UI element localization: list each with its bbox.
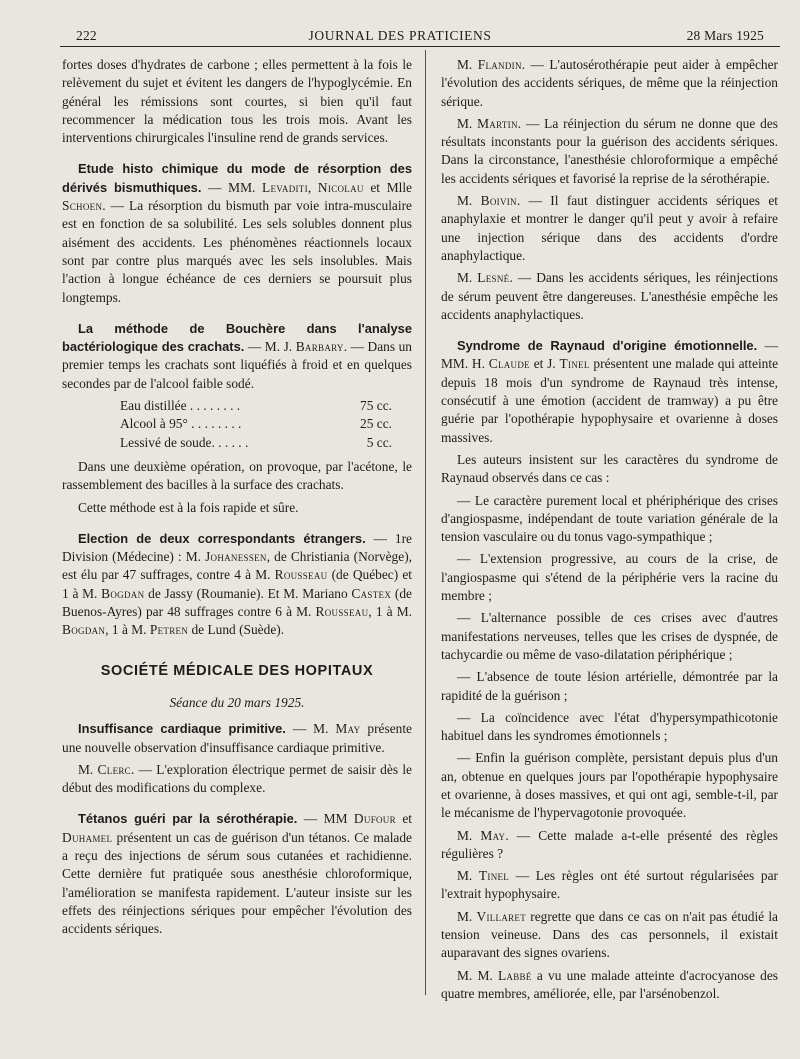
- election-article: Election de deux correspondants étrangers. — 1re Division (Médecine) : M. Johanessen, de Christiania (Norvège), est élu par 47 suffrages, contre 4 à M. Rousseau (de Québec) et 1 à M. Bogdan de Jassy (Roumanie). Et M. Mariano Castex (de Buenos-Ayres) par 48 suffrages contre 6 à M. Rousseau, 1 à M. Bogdan, 1 à M. Petren de Lund (Suède).: [62, 530, 412, 638]
- bismuth-article: Etude histo chimique du mode de résorption des dérivés bismuthiques. — MM. Levaditi, Nicolau et Mlle Schoen. — La résorption du bismuth par voie intra-musculaire est en fonction de sa solubilité. Les sels solubles donnent plus aisément des accidents. Les phénomènes réactionnels locaux sont par contre plus marqués avec les sels insolubles. Mais l'action à longue échéance de ces derniers se poursuit plus longtemps.: [62, 161, 412, 305]
- tinel-comment: M. Tinel — Les règles ont été surtout régularisées par l'extrait hypophysaire.: [441, 868, 779, 902]
- tetanos-article: Tétanos guéri par la sérothérapie. — MM Dufour et Duhamel présentent un cas de guérison d'un tétanos. Ce malade a reçu des injections de sérum sous cutanées et rachidienne. Cette dernière fut pratiquée sous anesthésie chloroformique, l'amélioration se manifesta rapidement. L'auteur insiste sur les effets des réinjections sériques pour empêcher l'évolution des accidents sériques.: [62, 811, 413, 937]
- list-item: — L'extension progressive, au cours de la crise, de l'angiospasme qui s'étend de la périphérie vers la racine du membre ;: [441, 551, 778, 604]
- left-column: [62, 56, 412, 942]
- paragraph: Cette méthode est à la fois rapide et sûre.: [78, 499, 299, 515]
- insuffisance-article: Insuffisance cardiaque primitive. — M. May présente une nouvelle observation d'insuffisance cardiaque primitive.: [62, 721, 412, 755]
- session-date: Séance du 20 mars 1925.: [169, 694, 305, 710]
- article-title: Insuffisance cardiaque primitive.: [78, 721, 286, 737]
- recipe-row: Lessivé de soude. . . . . . 5 cc.: [120, 434, 392, 450]
- insulin-paragraph: fortes doses d'hydrates de carbone ; elles permettent à la fois le relèvement du sujet et évitent les dangers de l'hypoglycémie. En général les rémissions sont courtes, si bien qu'il faut recommencer la médication tous les trois mois. Avant les interventions chirurgicales l'insuline rend de grands services.: [62, 57, 412, 146]
- section-heading: SOCIÉTÉ MÉDICALE DES HOPITAUX: [100, 662, 374, 679]
- boivin-comment: M. Boivin. — Il faut distinguer accidents sériques et anaphylaxie et montrer le danger qu'il peut y avoir à refaire une injection sérique dans des accidents d'ordre anaphylactique.: [441, 193, 778, 263]
- article-title: Etude histo chimique du mode de résorption des dérivés bismuthiques.: [62, 161, 412, 195]
- article-title: La méthode de Bouchère dans l'analyse bactériologique des crachats.: [62, 320, 412, 355]
- may-comment: M. May. — Cette malade a-t-elle présenté des règles régulières ?: [441, 827, 779, 861]
- villaret-comment: M. Villaret regrette que dans ce cas on n'ait pas étudié la tension veineuse. Dans des cas personnels, il existait auparavant des signes ovariens.: [441, 908, 778, 961]
- issue-date: 28 Mars 1925: [686, 28, 764, 43]
- martin-comment: M. Martin. — La réinjection du sérum ne donne que des résultats inconstants pour la guérison des accidents sériques. Dans la circonstance, l'anesthésie chloroformique a empêché les accidents sériques et favorisé la reprise de la sérothérapie.: [441, 115, 778, 186]
- list-item: — La coïncidence avec l'état d'hypersympathicotonie habituel dans les syndromes émotionnels ;: [441, 709, 778, 744]
- recipe-row: Eau distillée . . . . . . . . 75 cc.: [120, 398, 392, 414]
- bouchere-article: La méthode de Bouchère dans l'analyse bactériologique des crachats. — M. J. Barbary. — Dans un premier temps les crachats sont liquéfiés à froid et en quelques secondes par de l'alcool faible sodé.: [62, 320, 412, 391]
- list-item: — Le caractère purement local et phériphérique des crises d'angiospasme, indépendant de toute variation générale de la tension vasculaire ou du tonus vago-sympathique ;: [441, 492, 778, 545]
- list-item: — L'alternance possible de ces crises avec d'autres manifestations nerveuses, telles que les crises de dyspnée, de tachycardie ou même de vaso-dilatation périphérique ;: [441, 610, 778, 662]
- author-name: Barbary: [295, 339, 344, 355]
- lesne-comment: M. Lesné. — Dans les accidents sériques, les réinjections de sérum peuvent être dangereuses. L'anesthésie empêche les accidents anaphylactiques.: [441, 270, 778, 322]
- flandin-comment: M. Flandin. — L'autosérothérapie peut aider à empêcher l'évolution des accidents sériques, de même que la réinjection sérique.: [441, 57, 778, 109]
- raynaud-article: Syndrome de Raynaud d'origine émotionnelle. — MM. H. Claude et J. Tinel présentent une malade qui atteinte depuis 18 mois d'un syndrome de Raynaud très intense, consécutif à une émotion (accident de tramway) a pu être guérie par l'opothérapie hypophysaire et ovarienne à doses massives.: [441, 338, 779, 445]
- column-divider: [425, 50, 426, 995]
- list-item: — Enfin la guérison complète, persistant depuis plus d'un an, obtenue en quelques jours par l'opothérapie hypophysaire et ovarienne, à doses massives, et qui ont agi, semble-t-il, par le mécanisme de l'hypervagotonie provoquée.: [441, 750, 778, 821]
- article-title: Election de deux correspondants étrangers.: [78, 530, 366, 546]
- labbe-comment: M. M. Labbé a vu une malade atteinte d'acrocyanose des quatre membres, améliorée, elle, par l'arsénobenzol.: [441, 967, 778, 1001]
- author-name: Schoen: [62, 198, 103, 214]
- header-rule: [60, 46, 780, 47]
- right-column: [441, 56, 778, 1007]
- paragraph: Dans une deuxième opération, on provoque, par l'acétone, le rassemblement des bacilles à la surface des crachats.: [62, 458, 412, 493]
- clerc-comment: M. Clerc. — L'exploration électrique permet de saisir dès le début des modifications du complexe.: [62, 761, 412, 796]
- page-number: 222: [76, 28, 97, 43]
- paragraph: Les auteurs insistent sur les caractères du syndrome de Raynaud observés dans ce cas :: [441, 451, 778, 486]
- author-name: Nicolau: [317, 179, 364, 195]
- list-item: — L'absence de toute lésion artérielle, démontrée par la rapidité de la guérison ;: [441, 669, 778, 703]
- author-name: Levaditi: [261, 179, 308, 195]
- article-title: Tétanos guéri par la sérothérapie.: [78, 811, 298, 827]
- recipe-table: [120, 397, 392, 452]
- article-title: Syndrome de Raynaud d'origine émotionnelle.: [457, 338, 758, 354]
- recipe-row: Alcool à 95° . . . . . . . . 25 cc.: [120, 416, 392, 432]
- journal-title: JOURNAL DES PRATICIENS: [308, 28, 492, 43]
- running-header: [0, 22, 800, 48]
